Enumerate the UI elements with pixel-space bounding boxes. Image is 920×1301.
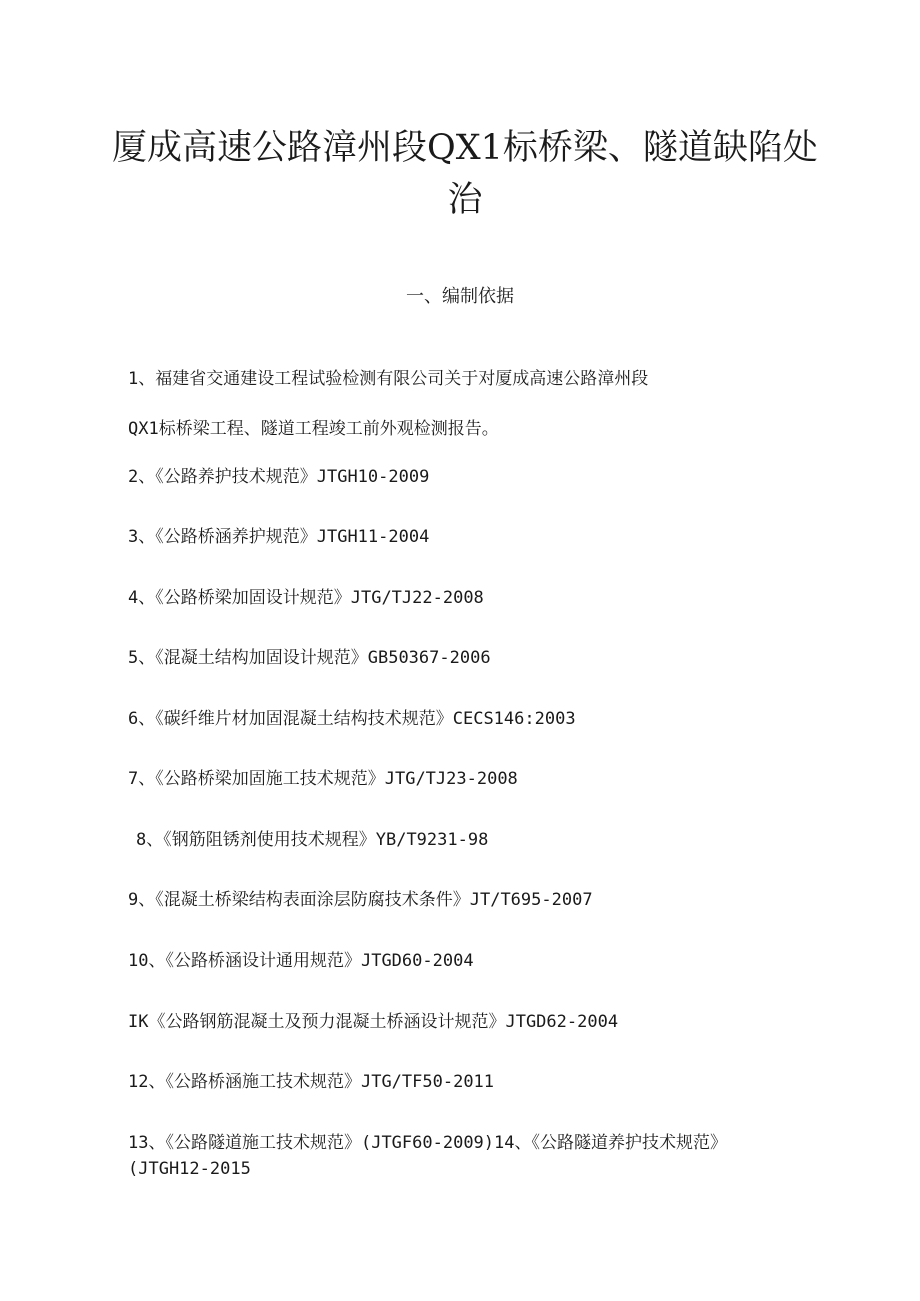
basis-item-1-cont: QX1标桥梁工程、隧道工程竣工前外观检测报告。 bbox=[128, 419, 499, 439]
basis-item-9: 9、《混凝土桥梁结构表面涂层防腐技术条件》JT/T695-2007 bbox=[128, 890, 593, 910]
document-title: 厦成高速公路漳州段QX1标桥梁、隧道缺陷处治 bbox=[112, 128, 818, 220]
basis-item-8: 8、《钢筋阻锈剂使用技术规程》YB/T9231-98 bbox=[136, 830, 489, 850]
basis-item-13-14: 13、《公路隧道施工技术规范》(JTGF60-2009)14、《公路隧道养护技术规范》(JTGH12-2015 bbox=[128, 1133, 727, 1179]
basis-item-6: 6、《碳纤维片材加固混凝土结构技术规范》CECS146:2003 bbox=[128, 709, 576, 729]
basis-item-5: 5、《混凝土结构加固设计规范》GB50367-2006 bbox=[128, 648, 491, 668]
basis-item-10: 10、《公路桥涵设计通用规范》JTGD60-2004 bbox=[128, 951, 474, 971]
basis-item-11: IK《公路钢筋混凝土及预力混凝土桥涵设计规范》JTGD62-2004 bbox=[128, 1012, 619, 1032]
basis-item-2: 2、《公路养护技术规范》JTGH10-2009 bbox=[128, 467, 430, 487]
basis-item-4: 4、《公路桥梁加固设计规范》JTG/TJ22-2008 bbox=[128, 588, 484, 608]
basis-item-3: 3、《公路桥涵养护规范》JTGH11-2004 bbox=[128, 527, 430, 547]
basis-item-12: 12、《公路桥涵施工技术规范》JTG/TF50-2011 bbox=[128, 1072, 495, 1092]
basis-item-7: 7、《公路桥梁加固施工技术规范》JTG/TJ23-2008 bbox=[128, 769, 518, 789]
basis-item-1: 1、福建省交通建设工程试验检测有限公司关于对厦成高速公路漳州段 bbox=[128, 369, 649, 389]
section-heading: 一、编制依据 bbox=[406, 286, 514, 307]
